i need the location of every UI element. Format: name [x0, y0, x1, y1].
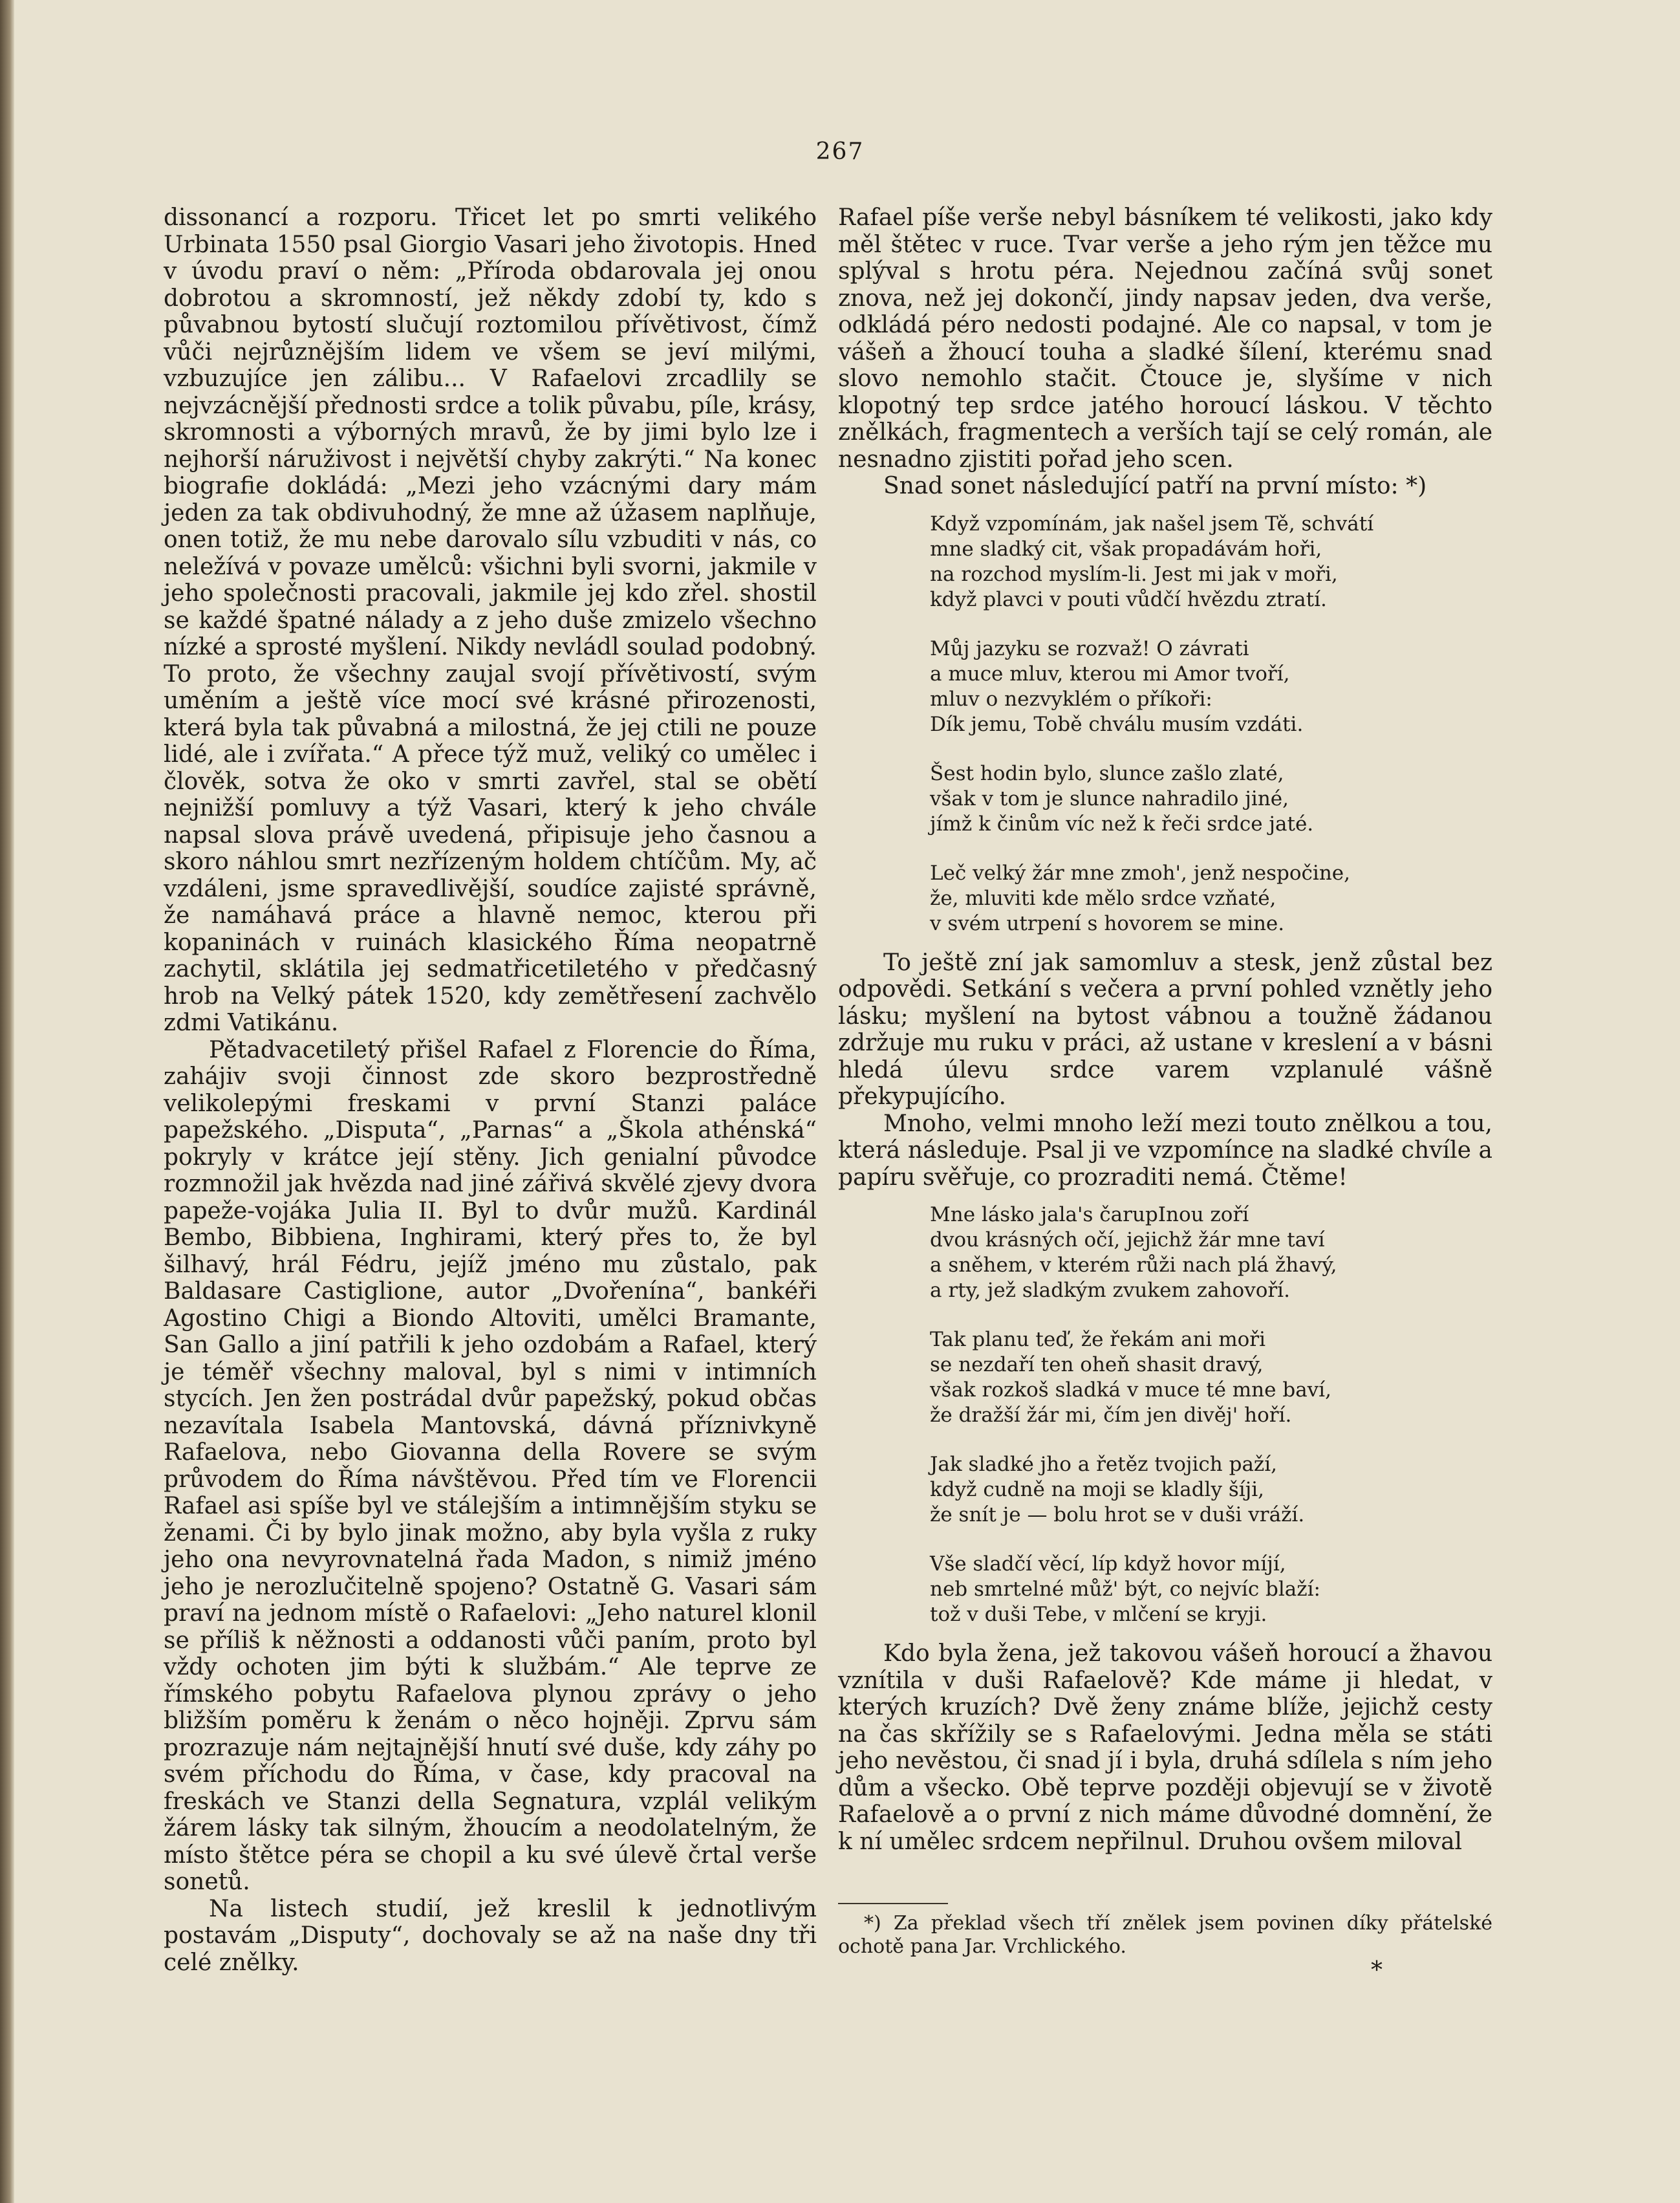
paragraph: Na listech studií, jež kreslil k jednotlivým postavám „Disputy“, dochovaly se až na naše dny tři celé znělky.: [164, 1895, 817, 1976]
verse-line: neb smrtelné můž' být, co nejvíc blaží:: [930, 1578, 1320, 1601]
footnote-divider: [838, 1903, 948, 1904]
verse-line: a sněhem, v kterém růži nach plá žhavý,: [930, 1253, 1337, 1277]
stanza: [930, 1202, 1492, 1303]
verse-line: však v tom je slunce nahradilo jiné,: [930, 787, 1289, 810]
footnote: *) Za překlad všech tří znělek jsem povinen díky přátelské ochotě pana Jar. Vrchlického.: [838, 1912, 1492, 1958]
verse-line: když plavci v pouti vůdčí hvězdu ztratí.: [930, 587, 1327, 611]
stanza: [930, 1552, 1492, 1627]
verse-line: dvou krásných očí, jejichž žár mne taví: [930, 1228, 1325, 1252]
verse-line: když cudně na moji se kladly šíji,: [930, 1478, 1265, 1501]
stanza: [930, 1452, 1492, 1528]
paragraph: Pětadvacetiletý přišel Rafael z Florencie do Říma, zahájiv svoji činnost zde skoro bezprostředně velikolepými freskami v první Stanzi paláce papežského. „Disputa“, „Parnas“ a „Škola athénská“ pokryly v krátce její stěny. Jich genialní původce rozmnožil jak hvězda nad jiné zářivá skvělé zjevy dvora papeže-vojáka Julia II. Byl to dvůr mužů. Kardinál Bembo, Bibbiena, Inghirami, který přes to, že byl šilhavý, hrál Fédru, jejíž jméno mu zůstalo, pak Baldasare Castiglione, autor „Dvořenína“, bankéři Agostino Chigi a Biondo Altoviti, umělci Bramante, San Gallo a jiní patřili k jeho ozdobám a Rafael, který je téměř všechny maloval, byl s nimi v intimních stycích. Jen žen postrádal dvůr papežský, pokud občas nezavítala Isabela Mantovská, dávná příznivkyně Rafaelova, nebo Giovanna della Rovere se svým průvodem do Říma návštěvou. Před tím ve Florencii Rafael asi spíše byl ve stálejším a intimnějším styku se ženami. Či by bylo jinak možno, aby byla vyšla z ruky jeho ona nevyrovnatelná řada Madon, s nimiž jméno jeho je nerozlučitelně spojeno? Ostatně G. Vasari sám praví na jednom místě o Rafaelovi: „Jeho naturel klonil se příliš k něžnosti a oddanosti vůči paním, proto byl vždy ochoten jim býti k službám.“ Ale teprve ze římského pobytu Rafaelova plynou zprávy o jeho bližším poměru k ženám o něco hojněji. Zprvu sám prozrazuje nám nejtajnější hnutí své duše, kdy záhy po svém příchodu do Říma, v čase, kdy pracoval na freskách ve Stanzi della Segnatura, vzplál velikým žárem lásky tak silným, žhoucím a neodolatelným, že místo štětce péra se chopil a ku své úlevě črtal verše sonetů.: [164, 1036, 817, 1895]
paragraph: Rafael píše verše nebyl básníkem té velikosti, jako kdy měl štětec v ruce. Tvar verše a jeho rým jen těžce mu splýval s hrotu péra. Nejednou začíná svůj sonet znova, než jej dokončí, jindy napsav jeden, dva verše, odkládá péro nedosti podajné. Ale co napsal, v tom je vášeň a žhoucí touha a sladké šílení, kterému snad slovo nemohlo stačit. Čtouce je, slyšíme v nich klopotný tep srdce jatého horoucí láskou. V těchto znělkách, fragmentech a verších tají se celý román, ale nesnadno zjistiti pořad jeho scen.: [838, 204, 1492, 473]
right-column: [838, 204, 1492, 1855]
paragraph: dissonancí a rozporu. Třicet let po smrti velikého Urbinata 1550 psal Giorgio Vasari jeho životopis. Hned v úvodu praví o něm: „Příroda obdarovala jej onou dobrotou a skromností, jež někdy zdobí ty, kdo s půvabnou bytostí slučují roztomilou přívětivost, čímž vůči nejrůznějším lidem ve všem se jeví milými, vzbuzujíce jen zálibu... V Rafaelovi zrcadlily se nejvzácnější přednosti srdce a tolik půvabu, píle, krásy, skromnosti a výborných mravů, že by jimi bylo lze i nejhorší náruživost i největší chyby zakrýti.“ Na konec biografie dokládá: „Mezi jeho vzácnými dary mám jeden za tak obdivuhodný, že mne až úžasem naplňuje, onen totiž, že mu nebe darovalo sílu vzbuditi v nás, co neležívá v povaze umělců: všichni byli svorni, jakmile v jeho společnosti pracovali, jakmile jej kdo zřel. shostil se každé špatné nálady a z jeho duše zmizelo všechno nízké a sprosté myšlení. Nikdy nevládl soulad podobný. To proto, že všechny zaujal svojí přívětivostí, svým uměním a ještě více mocí své krásné přirozenosti, která byla tak půvabná a milostná, že jej ctili ne pouze lidé, ale i zvířata.“ A přece týž muž, veliký co umělec i člověk, sotva že oko v smrti zavřel, stal se obětí nejnižší pomluvy a týž Vasari, který k jeho chvále napsal slova právě uvedená, připisuje jeho časnou a skoro náhlou smrt nezřízeným holdem chtíčům. My, ač vzdáleni, jsme spravedlivější, soudíce zajisté správně, že namáhavá práce a hlavně nemoc, kterou při kopaninách v ruinách klasického Říma neopatrně zachytil, sklátila jej sedmatřicetiletého v předčasný hrob na Velký pátek 1520, kdy zemětřesení zachvělo zdmi Vatikánu.: [164, 204, 817, 1036]
paragraph: To ještě zní jak samomluv a stesk, jenž zůstal bez odpovědi. Setkání s večera a první pohled vznětly jeho lásku; myšlení na bytost vábnou a toužně žádanou zdržuje mu ruku v práci, až ustane v kreslení a v básni hledá úlevu srdce varem vzplanulé vášně překypujícího.: [838, 949, 1492, 1110]
book-binding-edge: [0, 0, 14, 2203]
verse-line: že, mluviti kde mělo srdce vzňaté,: [930, 886, 1276, 910]
verse-line: se nezdaří ten oheň shasit dravý,: [930, 1353, 1264, 1376]
left-column: [164, 204, 817, 1976]
verse-line: mne sladký cit, však propadávám hoři,: [930, 537, 1322, 561]
page-number: 267: [815, 138, 865, 165]
paragraph: Kdo byla žena, jež takovou vášeň horoucí a žhavou vznítila v duši Rafaelově? Kde máme ji hledat, v kterých kruzích? Dvě ženy známe blíže, jejichž cesty na čas skřížily se s Rafaelovými. Jedna měla se státi jeho nevěstou, či snad jí i byla, druhá sdílela s ním jeho dům a všecko. Obě teprve později objevují se v životě Rafaelově a o první z nich máme důvodné domnění, že k ní umělec srdcem nepřilnul. Druhou ovšem miloval: [838, 1640, 1492, 1855]
verse-line: Jak sladké jho a řetěz tvojich paží,: [930, 1453, 1278, 1476]
verse-line: však rozkoš sladká v muce té mne baví,: [930, 1378, 1331, 1402]
verse-line: že dražší žár mi, čím jen divěj' hoří.: [930, 1404, 1292, 1427]
printer-signature-mark: *: [1371, 1957, 1383, 1984]
sonnet-one: [838, 512, 1492, 937]
verse-line: že snít je — bolu hrot se v duši vráží.: [930, 1503, 1305, 1526]
verse-line: Vše sladčí věcí, líp když hovor míjí,: [930, 1552, 1286, 1576]
verse-line: v svém utrpení s hovorem se mine.: [930, 911, 1285, 935]
verse-line: a muce mluv, kterou mi Amor tvoří,: [930, 662, 1290, 686]
stanza: [930, 1327, 1492, 1428]
poem-intro: Snad sonet následující patří na první místo: *): [883, 473, 1427, 499]
verse-line: Když vzpomínám, jak našel jsem Tě, schvátí: [930, 512, 1374, 536]
verse-line: Dík jemu, Tobě chválu musím vzdáti.: [930, 712, 1304, 736]
verse-line: tož v duši Tebe, v mlčení se kryji.: [930, 1603, 1267, 1626]
verse-line: Leč velký žár mne zmoh', jenž nespočine,: [930, 861, 1350, 885]
verse-line: mluv o nezvyklém o příkoři:: [930, 687, 1212, 711]
verse-line: jímž k činům víc než k řeči srdce jaté.: [930, 812, 1314, 836]
verse-line: na rozchod myslím-li. Jest mi jak v moři,: [930, 562, 1338, 586]
stanza: [930, 861, 1492, 937]
stanza: [930, 761, 1492, 837]
stanza: [930, 512, 1492, 613]
verse-line: a rty, jež sladkým zvukem zahovoří.: [930, 1279, 1290, 1302]
paragraph: Mnoho, velmi mnoho leží mezi touto znělkou a tou, která následuje. Psal ji ve vzpomínce na sladké chvíle a papíru svěřuje, co prozraditi nemá. Čtěme!: [838, 1110, 1492, 1191]
verse-line: Šest hodin bylo, slunce zašlo zlaté,: [930, 761, 1284, 785]
verse-line: Mne lásko jala's čarupInou zoří: [930, 1203, 1249, 1226]
sonnet-two: [838, 1202, 1492, 1627]
stanza: [930, 636, 1492, 737]
verse-line: Tak planu teď, že řekám ani moři: [930, 1328, 1265, 1351]
verse-line: Můj jazyku se rozvaž! O závrati: [930, 636, 1249, 660]
